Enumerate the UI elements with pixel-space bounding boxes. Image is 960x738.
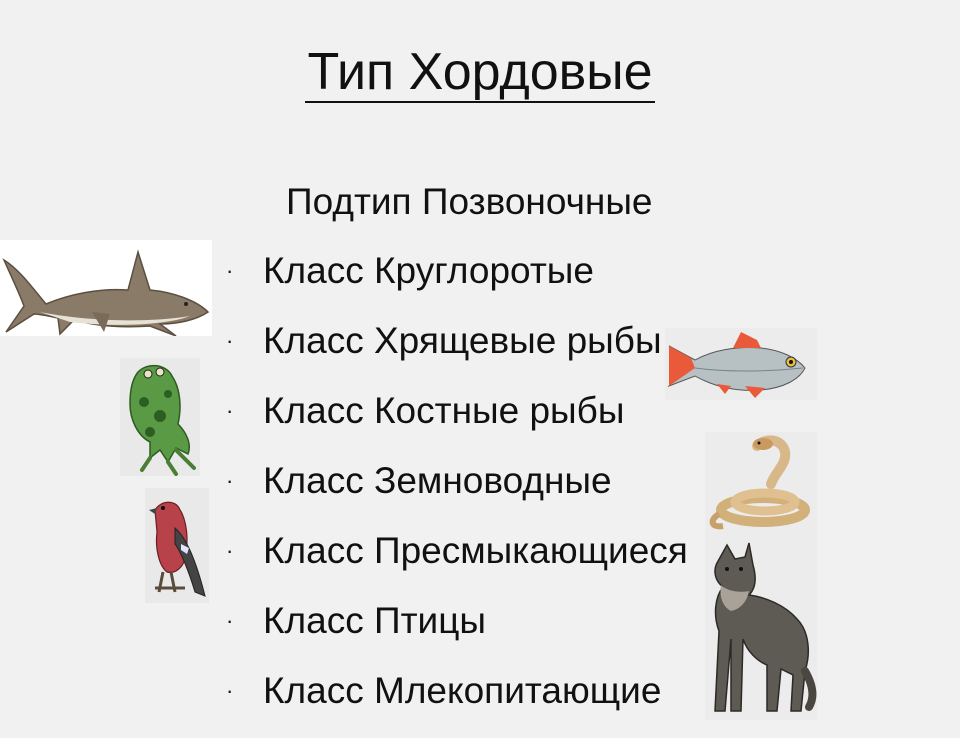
slide-title <box>0 40 960 104</box>
bird-illustration <box>145 488 209 603</box>
bullet-icon: · <box>226 398 234 423</box>
class-label: Класс Пресмыкающиеся <box>263 530 688 571</box>
snake-illustration <box>705 432 817 538</box>
class-label: Класс Круглоротые <box>263 250 594 291</box>
bullet-icon: · <box>226 328 234 353</box>
bullet-icon: · <box>226 538 234 563</box>
roach-illustration <box>665 328 817 400</box>
class-label: Класс Птицы <box>263 600 486 641</box>
class-label: Класс Костные рыбы <box>263 390 625 431</box>
class-label: Класс Хрящевые рыбы <box>263 320 662 361</box>
wolf-illustration <box>705 535 817 720</box>
class-label: Класс Млекопитающие <box>263 670 662 711</box>
slide-subtitle: Подтип Позвоночные <box>286 181 653 222</box>
class-label: Класс Земноводные <box>263 460 612 501</box>
bullet-icon: · <box>226 258 234 283</box>
shark-illustration <box>0 240 212 336</box>
bullet-icon: · <box>226 678 234 703</box>
bullet-icon: · <box>226 468 234 493</box>
slide-title-text: Тип Хордовые <box>307 43 653 101</box>
bullet-icon: · <box>226 608 234 633</box>
frog-illustration <box>120 358 200 476</box>
